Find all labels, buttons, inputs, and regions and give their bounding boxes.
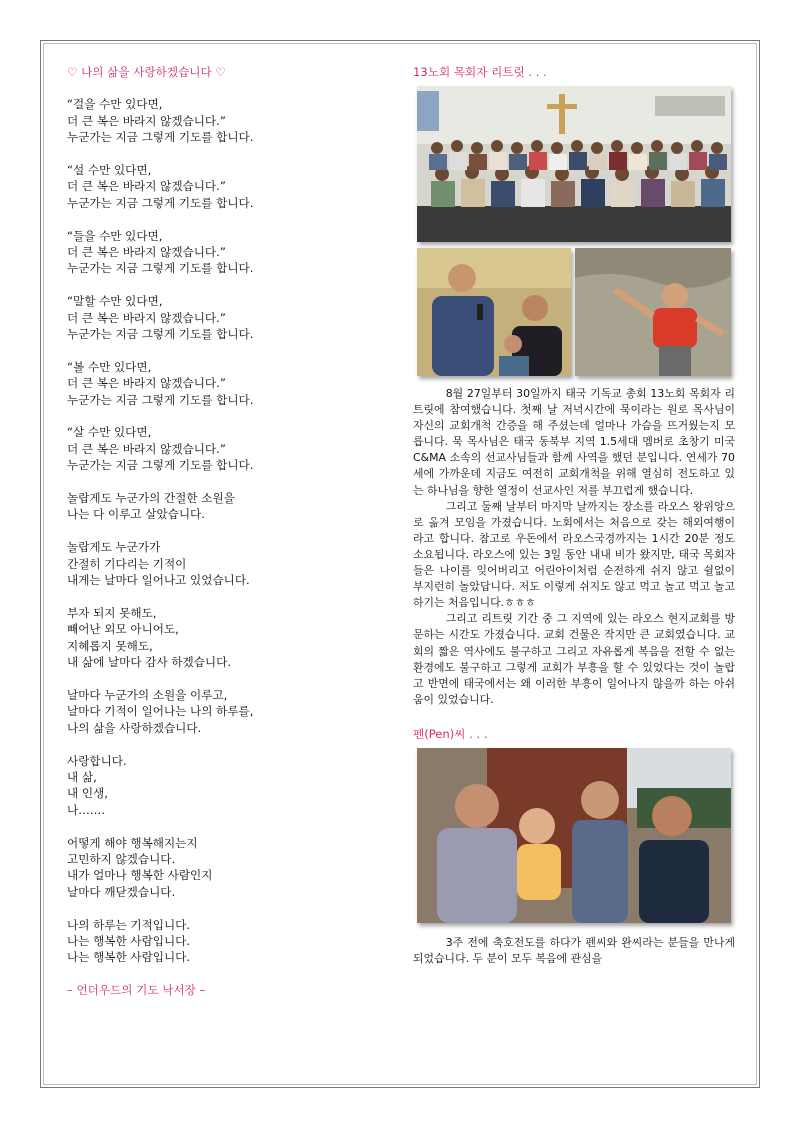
pen-article — [413, 935, 735, 967]
poem-stanza: “볼 수만 있다면, 더 큰 복은 바라지 않겠습니다.” 누군가는 지금 그렇게 기도를 합니다. — [67, 359, 254, 407]
speaker-photo-image — [417, 248, 571, 376]
retreat-article — [413, 386, 735, 708]
poem-stanza: 사랑합니다. 내 삶, 내 인생, 나……. — [67, 753, 127, 817]
section-title-pen: 펜(Pen)씨 . . . — [413, 726, 488, 741]
news-column — [413, 64, 735, 967]
poem-stanza: 어떻게 해야 행복해지는지 고민하지 않겠습니다. 내가 얼마나 행복한 사람인지 날마다 깨닫겠습니다. — [67, 835, 213, 899]
poem-source: – 언더우드의 기도 낙서장 – — [67, 983, 206, 998]
poem-stanza: 부자 되지 못해도, 빼어난 외모 아니어도, 지혜롭지 못해도, 내 삶에 날마다 감사 하겠습니다. — [67, 605, 232, 670]
poem-column — [67, 64, 367, 999]
poem-title: ♡ 나의 삶을 사랑하겠습니다 ♡ — [67, 65, 226, 79]
water-photo-image — [575, 248, 731, 376]
poem-stanza: “말할 수만 있다면, 더 큰 복은 바라지 않겠습니다.” 누군가는 지금 그렇게 기도를 합니다. — [67, 294, 254, 342]
poem-stanza: 놀랍게도 누군가의 간절한 소원을 나는 다 이루고 살았습니다. — [67, 491, 235, 522]
retreat-group-photo — [417, 86, 731, 242]
poem-stanza: “걸을 수만 있다면, 더 큰 복은 바라지 않겠습니다.” 누군가는 지금 그렇게 기도를 합니다. — [67, 97, 254, 145]
pen-family-photo — [417, 748, 731, 923]
poem-stanza: “살 수만 있다면, 더 큰 복은 바라지 않겠습니다.” 누군가는 지금 그렇게 기도를 합니다. — [67, 425, 254, 473]
poem-stanza: 날마다 누군가의 소원을 이루고, 날마다 기적이 일어나는 나의 하루를, 나의 삶을 사랑하겠습니다. — [67, 687, 254, 735]
poem-stanza: 놀랍게도 누군가가 간절히 기다리는 기적이 내게는 날마다 일어나고 있었습니다. — [67, 540, 250, 588]
poem-stanzas — [67, 96, 367, 965]
retreat-paragraph-1: 8월 27일부터 30일까지 태국 기독교 총회 13노회 목회자 리트릿에 참여했습니다. 첫째 날 저녁시간에 묵이라는 원로 목사님이 자신의 교회개척 간증을 해 주셨는데 얼마나 가슴을 뜨거웠는지 모릅니다. 묵 목사님은 태국 동북부 지역 1.5세대 멤버로 초창기 미국 C&MA 소속의 선교사님들과 함께 사역을 했던 분입니다. 연세가 70세에 가까운데 지금도 여전히 교회개척을 위해 열심히 전도하고 있는 하나님을 향한 열정이 선교사인 저를 부끄럽게 했습니다. — [413, 387, 735, 497]
pen-paragraph: 3주 전에 축호전도를 하다가 펜씨와 완씨라는 분들을 만나게 되었습니다. 두 분이 모두 복음에 관심을 — [413, 935, 735, 965]
water-photo — [575, 248, 731, 376]
poem-stanza: 나의 하루는 기적입니다. 나는 행복한 사람입니다. 나는 행복한 사람입니다. — [67, 917, 191, 965]
poem-stanza: “들을 수만 있다면, 더 큰 복은 바라지 않겠습니다.” 누군가는 지금 그렇게 기도를 합니다. — [67, 228, 254, 276]
pen-family-photo-image — [417, 748, 731, 923]
retreat-paragraph-2: 그리고 둘째 날부터 마지막 날까지는 장소를 라오스 왕위앙으로 옮겨 모임을 가졌습니다. 노회에서는 처음으로 갖는 해외여행이라고 합니다. 참고로 우돈에서 라오스국경까지는 1시간 20분 정도 소요됩니다. 라오스에 있는 3일 동안 내내 비가 왔지만, 태국 목회자들은 나이를 잊어버리고 어린아이처럼 순전하게 쉬지 않고 쉴없이 부지런히 놀았답니다. 저도 이렇게 쉬지도 않고 먹고 놀고 먹고 놀고 하기는 처음입니다.ㅎㅎㅎ — [413, 499, 735, 610]
poem-stanza: “설 수만 있다면, 더 큰 복은 바라지 않겠습니다.” 누군가는 지금 그렇게 기도를 합니다. — [67, 163, 254, 210]
section-title-retreat: 13노회 목회자 리트릿 . . . — [413, 65, 547, 79]
retreat-paragraph-3: 그리고 리트릿 기간 중 그 지역에 있는 라오스 현지교회를 방문하는 시간도 가졌습니다. 교회 건물은 작지만 큰 교회였습니다. 교회의 짧은 역사에도 불구하고 그리고 자유롭게 복음을 전할 수 없는 환경에도 불구하고 그렇게 교회가 부흥을 할 수 있었다는 것이 놀랍고 반면에 태국에서는 왜 이러한 부흥이 일어나지 않을까 하는 아쉬움이 있었습니다. — [413, 612, 735, 706]
group-photo-image — [417, 86, 731, 242]
speaker-photo — [417, 248, 571, 376]
